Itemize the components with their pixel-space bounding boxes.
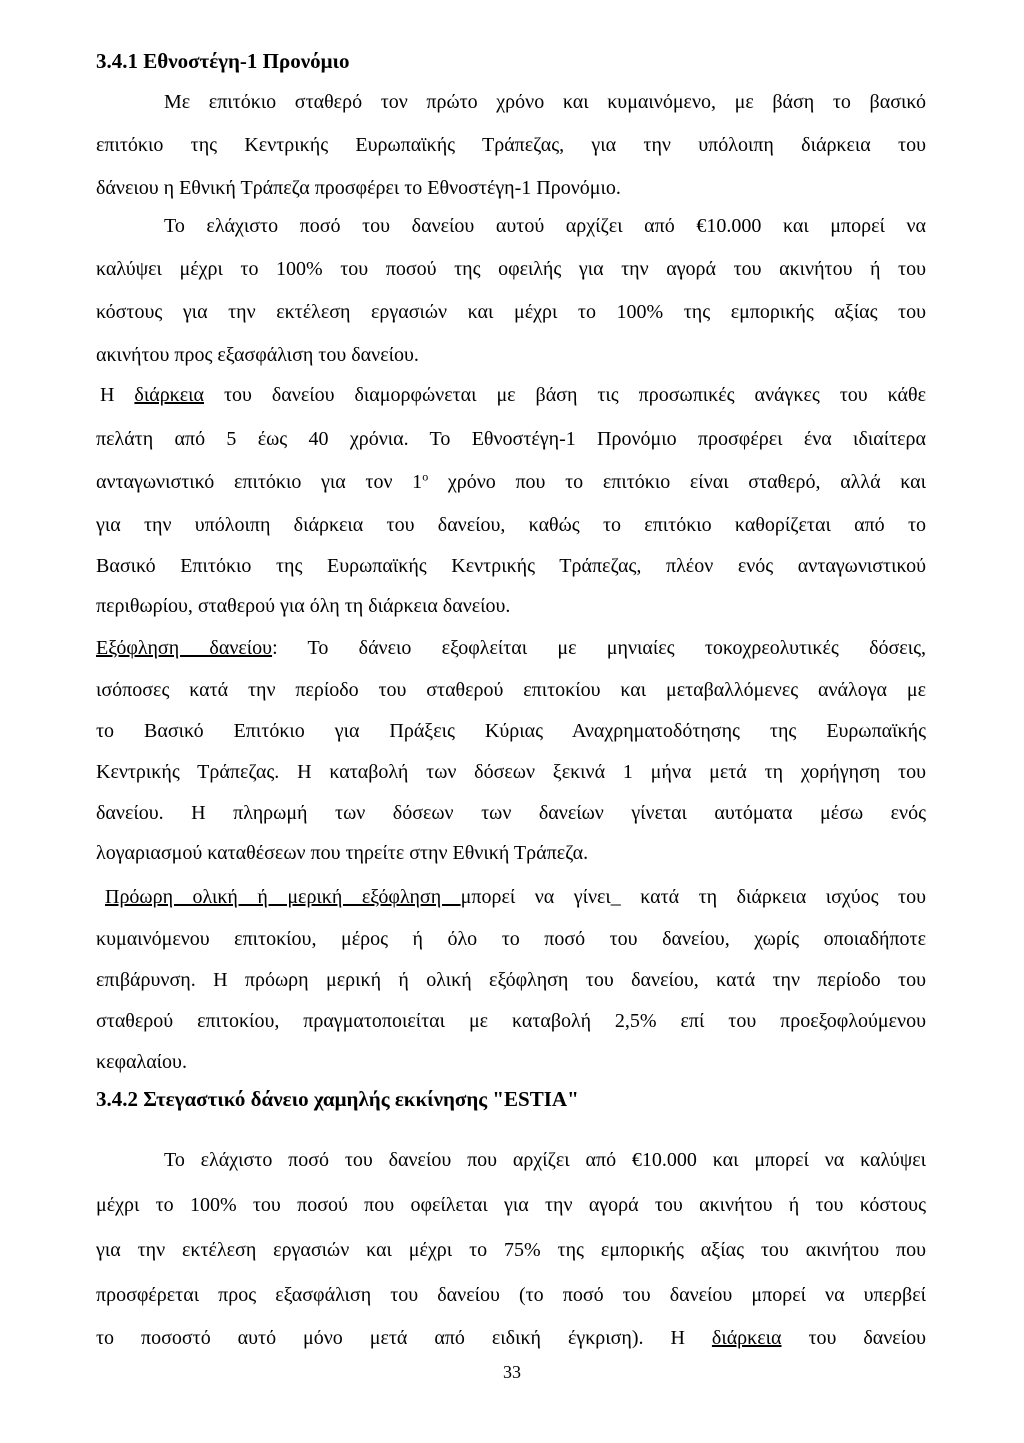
section-heading-3-4-1: 3.4.1 Εθνοστέγη-1 Προνόμιο xyxy=(96,49,350,73)
paragraph-line: λογαριασμού καταθέσεων που τηρείτε στην Εθνική Τράπεζα. xyxy=(96,842,589,864)
text-span: Η xyxy=(100,384,135,406)
paragraph-line: δανείου. Η πληρωμή των δόσεων των δανείων γίνεται αυτόματα μέσω ενός xyxy=(96,802,926,824)
paragraph-line: επιβάρυνση. Η πρόωρη μερική ή ολική εξόφληση του δανείου, κατά την περίοδο του xyxy=(96,969,926,991)
paragraph-line: για την εκτέλεση εργασιών και μέχρι το 75% της εμπορικής αξίας του ακινήτου που xyxy=(96,1239,926,1261)
text-span: το ποσοστό αυτό μόνο μετά από ειδική έγκριση). Η xyxy=(96,1327,712,1349)
early-repayment-link[interactable]: Πρόωρη ολική ή μερική εξόφληση xyxy=(105,886,461,908)
paragraph-line xyxy=(96,635,926,661)
paragraph-line: επιτόκιο της Κεντρικής Ευρωπαϊκής Τράπεζας, για την υπόλοιπη διάρκεια του xyxy=(96,134,926,156)
paragraph-line: ισόποσες κατά την περίοδο του σταθερού επιτοκίου και μεταβαλλόμενες ανάλογα με xyxy=(96,679,926,701)
paragraph-line: δάνειου η Εθνική Τράπεζα προσφέρει το Εθνοστέγη-1 Προνόμιο. xyxy=(96,177,621,199)
paragraph-line xyxy=(105,884,926,910)
paragraph-line: ακινήτου προς εξασφάλιση του δανείου. xyxy=(96,344,419,366)
text-span: : Το δάνειο εξοφλείται με μηνιαίες τοκοχρεολυτικές δόσεις, xyxy=(272,637,927,659)
text-span: ανταγωνιστικό επιτόκιο για τον 1 xyxy=(96,471,423,493)
paragraph-line: μέχρι το 100% του ποσού που οφείλεται για την αγορά του ακινήτου ή του κόστους xyxy=(96,1194,926,1216)
paragraph-line: Κεντρικής Τράπεζας. Η καταβολή των δόσεων ξεκινά 1 μήνα μετά τη χορήγηση του xyxy=(96,761,926,783)
text-span: μπορεί να γίνει_ κατά τη διάρκεια ισχύος του xyxy=(460,886,927,908)
text-span: του δανείου διαμορφώνεται με βάση τις προσωπικές ανάγκες του κάθε xyxy=(204,384,926,406)
paragraph-line: πελάτη από 5 έως 40 χρόνια. Το Εθνοστέγη-1 Προνόμιο προσφέρει ένα ιδιαίτερα xyxy=(96,428,926,450)
paragraph-line: Το ελάχιστο ποσό του δανείου αυτού αρχίζει από €10.000 και μπορεί να xyxy=(164,215,926,237)
duration-link[interactable]: διάρκεια xyxy=(134,384,205,406)
section-heading-3-4-2: 3.4.2 Στεγαστικό δάνειο χαμηλής εκκίνησης "ESTIA" xyxy=(96,1087,579,1111)
paragraph-line: κόστους για την εκτέλεση εργασιών και μέχρι το 100% της εμπορικής αξίας του xyxy=(96,301,926,323)
paragraph-line: σταθερού επιτοκίου, πραγματοποιείται με καταβολή 2,5% επί του προεξοφλούμενου xyxy=(96,1010,926,1032)
paragraph-line: Βασικό Επιτόκιο της Ευρωπαϊκής Κεντρικής Τράπεζας, πλέον ενός ανταγωνιστικού xyxy=(96,555,926,577)
paragraph-line: Με επιτόκιο σταθερό τον πρώτο χρόνο και κυμαινόμενο, με βάση το βασικό xyxy=(164,91,926,113)
repayment-link[interactable]: Εξόφληση δανείου xyxy=(96,637,273,659)
duration-link-2[interactable]: διάρκεια xyxy=(711,1327,782,1349)
text-span: χρόνο που το επιτόκιο είναι σταθερό, αλλά και xyxy=(428,471,926,493)
paragraph-line: κυμαινόμενου επιτοκίου, μέρος ή όλο το ποσό του δανείου, χωρίς οποιαδήποτε xyxy=(96,928,926,950)
paragraph-line: κεφαλαίου. xyxy=(96,1051,187,1073)
ordinal-superscript: ο xyxy=(422,469,429,484)
paragraph-line: προσφέρεται προς εξασφάλιση του δανείου (το ποσό του δανείου μπορεί να υπερβεί xyxy=(96,1284,926,1306)
paragraph-line: καλύψει μέχρι το 100% του ποσού της οφειλής για την αγορά του ακινήτου ή του xyxy=(96,258,926,280)
paragraph-line: το Βασικό Επιτόκιο για Πράξεις Κύριας Αναχρηματοδότησης της Ευρωπαϊκής xyxy=(96,720,926,742)
paragraph-line xyxy=(100,382,926,408)
paragraph-line xyxy=(96,469,926,495)
paragraph-line: περιθωρίου, σταθερού για όλη τη διάρκεια δανείου. xyxy=(96,595,511,617)
paragraph-line xyxy=(96,1325,926,1351)
paragraph-line: για την υπόλοιπη διάρκεια του δανείου, καθώς το επιτόκιο καθορίζεται από το xyxy=(96,514,926,536)
page-number: 33 xyxy=(503,1362,521,1382)
text-span: του δανείου xyxy=(781,1327,926,1349)
paragraph-line: Το ελάχιστο ποσό του δανείου που αρχίζει από €10.000 και μπορεί να καλύψει xyxy=(164,1149,926,1171)
